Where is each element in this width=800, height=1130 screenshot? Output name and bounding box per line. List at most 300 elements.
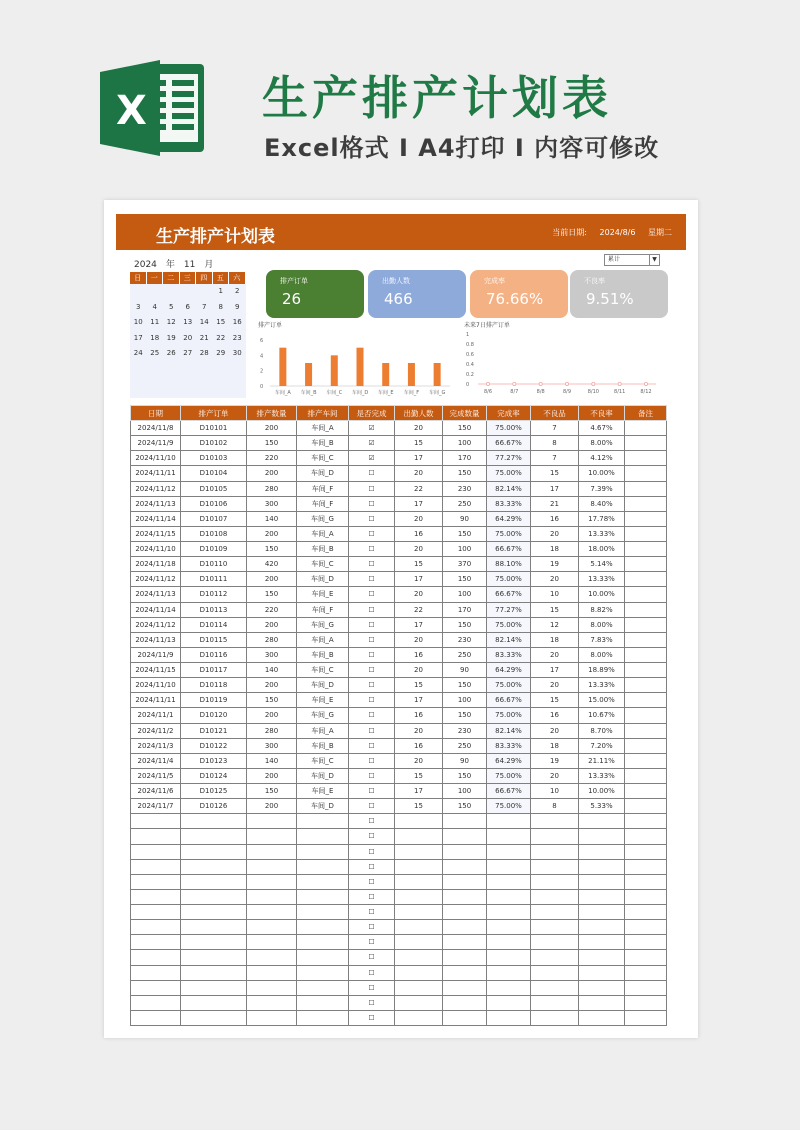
completed-checkbox[interactable]: ☐	[349, 587, 395, 602]
table-cell[interactable]: 16	[395, 526, 443, 541]
table-cell[interactable]	[131, 1010, 181, 1025]
calendar-day[interactable]: 13	[183, 318, 193, 326]
completed-checkbox[interactable]: ☐	[349, 466, 395, 481]
table-cell[interactable]: D10108	[181, 526, 247, 541]
table-cell[interactable]: 2024/11/11	[131, 693, 181, 708]
table-cell[interactable]: 20	[395, 511, 443, 526]
table-cell[interactable]	[131, 950, 181, 965]
table-cell[interactable]	[579, 829, 625, 844]
table-cell[interactable]: 83.33%	[487, 496, 531, 511]
table-cell[interactable]: 90	[443, 511, 487, 526]
completed-checkbox[interactable]: ☐	[349, 859, 395, 874]
table-cell[interactable]: D10105	[181, 481, 247, 496]
table-cell[interactable]: 2024/11/7	[131, 799, 181, 814]
table-cell[interactable]	[579, 980, 625, 995]
table-cell[interactable]: 17	[531, 481, 579, 496]
completed-checkbox[interactable]: ☐	[349, 950, 395, 965]
table-cell[interactable]: 19	[531, 557, 579, 572]
calendar-year[interactable]: 2024	[134, 260, 157, 270]
table-cell[interactable]	[181, 829, 247, 844]
table-cell[interactable]	[531, 980, 579, 995]
completed-checkbox[interactable]: ☐	[349, 693, 395, 708]
table-cell[interactable]	[297, 844, 349, 859]
table-cell[interactable]	[625, 587, 667, 602]
calendar-day[interactable]: 30	[232, 349, 242, 357]
table-cell[interactable]: 车间_C	[297, 451, 349, 466]
table-cell[interactable]	[443, 829, 487, 844]
table-cell[interactable]: 7	[531, 421, 579, 436]
table-cell[interactable]	[395, 905, 443, 920]
table-cell[interactable]	[395, 965, 443, 980]
table-cell[interactable]	[443, 844, 487, 859]
completed-checkbox[interactable]: ☐	[349, 663, 395, 678]
table-cell[interactable]	[395, 935, 443, 950]
table-cell[interactable]	[625, 950, 667, 965]
table-cell[interactable]	[247, 829, 297, 844]
calendar-day[interactable]: 20	[183, 333, 193, 342]
table-cell[interactable]: 64.29%	[487, 511, 531, 526]
table-cell[interactable]: 150	[443, 708, 487, 723]
table-cell[interactable]: 75.00%	[487, 708, 531, 723]
table-cell[interactable]	[181, 1010, 247, 1025]
table-cell[interactable]: 150	[247, 587, 297, 602]
table-cell[interactable]: 车间_G	[297, 617, 349, 632]
table-cell[interactable]: 20	[395, 753, 443, 768]
table-cell[interactable]	[443, 814, 487, 829]
table-cell[interactable]	[625, 1010, 667, 1025]
table-cell[interactable]: D10123	[181, 753, 247, 768]
calendar-day[interactable]: 1	[218, 287, 223, 295]
table-cell[interactable]: 82.14%	[487, 632, 531, 647]
table-cell[interactable]	[625, 784, 667, 799]
table-cell[interactable]	[247, 874, 297, 889]
table-cell[interactable]: 15	[395, 678, 443, 693]
table-cell[interactable]	[443, 874, 487, 889]
table-cell[interactable]: 17.78%	[579, 511, 625, 526]
completed-checkbox[interactable]: ☐	[349, 905, 395, 920]
table-cell[interactable]: 420	[247, 557, 297, 572]
table-cell[interactable]: 75.00%	[487, 799, 531, 814]
table-cell[interactable]: 20	[395, 587, 443, 602]
chevron-down-icon[interactable]: ▼	[649, 255, 659, 265]
table-cell[interactable]	[297, 874, 349, 889]
table-cell[interactable]: 150	[247, 784, 297, 799]
calendar-day[interactable]: 17	[133, 333, 143, 342]
table-cell[interactable]: 7	[531, 451, 579, 466]
calendar-day[interactable]: 19	[166, 333, 176, 342]
completed-checkbox[interactable]: ☐	[349, 814, 395, 829]
table-cell[interactable]: 20	[531, 768, 579, 783]
table-cell[interactable]	[625, 859, 667, 874]
table-cell[interactable]: 10.00%	[579, 784, 625, 799]
table-cell[interactable]	[247, 995, 297, 1010]
table-cell[interactable]: 300	[247, 647, 297, 662]
table-cell[interactable]	[625, 889, 667, 904]
table-cell[interactable]: 2024/11/12	[131, 572, 181, 587]
table-cell[interactable]: 200	[247, 572, 297, 587]
table-cell[interactable]: 370	[443, 557, 487, 572]
calendar-day[interactable]: 21	[199, 333, 209, 342]
column-header[interactable]: 不良率	[579, 406, 625, 421]
table-cell[interactable]	[297, 995, 349, 1010]
table-cell[interactable]	[579, 844, 625, 859]
table-cell[interactable]: 77.27%	[487, 602, 531, 617]
table-cell[interactable]: D10104	[181, 466, 247, 481]
table-cell[interactable]: 64.29%	[487, 663, 531, 678]
table-cell[interactable]	[625, 572, 667, 587]
table-cell[interactable]: 66.67%	[487, 542, 531, 557]
table-cell[interactable]: 车间_D	[297, 768, 349, 783]
table-cell[interactable]: 2024/11/11	[131, 466, 181, 481]
table-cell[interactable]: 20	[395, 542, 443, 557]
table-cell[interactable]: 200	[247, 768, 297, 783]
table-cell[interactable]: 22	[395, 481, 443, 496]
table-cell[interactable]	[443, 965, 487, 980]
table-cell[interactable]	[531, 814, 579, 829]
table-cell[interactable]: 车间_D	[297, 572, 349, 587]
table-cell[interactable]	[625, 920, 667, 935]
completed-checkbox[interactable]: ☐	[349, 874, 395, 889]
table-cell[interactable]	[531, 1010, 579, 1025]
table-cell[interactable]: 2024/11/9	[131, 436, 181, 451]
table-cell[interactable]: 200	[247, 617, 297, 632]
table-cell[interactable]: 车间_A	[297, 421, 349, 436]
table-cell[interactable]	[625, 496, 667, 511]
column-header[interactable]: 不良品	[531, 406, 579, 421]
table-cell[interactable]	[625, 421, 667, 436]
table-cell[interactable]	[131, 829, 181, 844]
table-cell[interactable]	[625, 617, 667, 632]
table-cell[interactable]	[579, 1010, 625, 1025]
table-cell[interactable]	[181, 844, 247, 859]
table-cell[interactable]: 13.33%	[579, 572, 625, 587]
table-cell[interactable]: 15	[531, 602, 579, 617]
table-cell[interactable]: 230	[443, 723, 487, 738]
table-cell[interactable]	[443, 995, 487, 1010]
table-cell[interactable]	[625, 678, 667, 693]
table-cell[interactable]: 200	[247, 799, 297, 814]
table-cell[interactable]: 75.00%	[487, 466, 531, 481]
table-cell[interactable]: 20	[395, 632, 443, 647]
table-cell[interactable]	[297, 935, 349, 950]
completed-checkbox[interactable]: ☐	[349, 799, 395, 814]
table-cell[interactable]: 230	[443, 632, 487, 647]
calendar-day[interactable]: 26	[166, 349, 176, 357]
table-cell[interactable]	[579, 965, 625, 980]
table-cell[interactable]	[625, 874, 667, 889]
table-cell[interactable]: 15	[395, 557, 443, 572]
calendar-day[interactable]: 11	[150, 318, 160, 326]
completed-checkbox[interactable]: ☑	[349, 436, 395, 451]
table-cell[interactable]	[579, 950, 625, 965]
table-cell[interactable]: D10122	[181, 738, 247, 753]
table-cell[interactable]: 18.00%	[579, 542, 625, 557]
table-cell[interactable]	[579, 859, 625, 874]
table-cell[interactable]: D10114	[181, 617, 247, 632]
column-header[interactable]: 是否完成	[349, 406, 395, 421]
table-cell[interactable]: 10	[531, 784, 579, 799]
table-cell[interactable]: 200	[247, 708, 297, 723]
table-cell[interactable]	[625, 768, 667, 783]
table-cell[interactable]: 83.33%	[487, 647, 531, 662]
table-cell[interactable]	[247, 1010, 297, 1025]
table-cell[interactable]	[297, 920, 349, 935]
calendar-day[interactable]: 24	[133, 349, 143, 357]
table-cell[interactable]: D10112	[181, 587, 247, 602]
table-cell[interactable]	[531, 995, 579, 1010]
table-cell[interactable]: 2024/11/12	[131, 481, 181, 496]
table-cell[interactable]	[625, 799, 667, 814]
table-cell[interactable]: 16	[395, 708, 443, 723]
table-cell[interactable]	[625, 511, 667, 526]
table-cell[interactable]	[443, 1010, 487, 1025]
table-cell[interactable]	[395, 980, 443, 995]
table-cell[interactable]: 13.33%	[579, 768, 625, 783]
table-cell[interactable]	[487, 965, 531, 980]
table-cell[interactable]: 17	[395, 451, 443, 466]
period-select[interactable]	[604, 254, 660, 266]
table-cell[interactable]: 200	[247, 526, 297, 541]
table-cell[interactable]	[131, 889, 181, 904]
calendar-day[interactable]: 6	[185, 302, 190, 311]
table-cell[interactable]	[625, 481, 667, 496]
table-cell[interactable]: 75.00%	[487, 617, 531, 632]
table-cell[interactable]	[625, 602, 667, 617]
table-cell[interactable]	[487, 859, 531, 874]
table-cell[interactable]: 20	[531, 647, 579, 662]
table-cell[interactable]: 16	[395, 738, 443, 753]
table-cell[interactable]: 20	[531, 526, 579, 541]
calendar-day[interactable]: 7	[202, 302, 207, 311]
table-cell[interactable]: 8.70%	[579, 723, 625, 738]
table-cell[interactable]: 8.00%	[579, 617, 625, 632]
table-cell[interactable]: 21.11%	[579, 753, 625, 768]
table-cell[interactable]: D10124	[181, 768, 247, 783]
table-cell[interactable]: 140	[247, 663, 297, 678]
table-cell[interactable]	[131, 935, 181, 950]
table-cell[interactable]: 车间_E	[297, 587, 349, 602]
table-cell[interactable]: 150	[443, 768, 487, 783]
table-cell[interactable]: 2024/11/13	[131, 587, 181, 602]
table-cell[interactable]	[487, 889, 531, 904]
table-cell[interactable]	[625, 632, 667, 647]
table-cell[interactable]	[625, 965, 667, 980]
table-cell[interactable]	[487, 935, 531, 950]
table-cell[interactable]: 车间_A	[297, 526, 349, 541]
completed-checkbox[interactable]: ☐	[349, 602, 395, 617]
table-cell[interactable]: 2024/11/14	[131, 511, 181, 526]
table-cell[interactable]: 10.67%	[579, 708, 625, 723]
table-cell[interactable]: 140	[247, 511, 297, 526]
table-cell[interactable]	[181, 905, 247, 920]
table-cell[interactable]: 20	[395, 421, 443, 436]
table-cell[interactable]	[625, 980, 667, 995]
table-cell[interactable]: 66.67%	[487, 693, 531, 708]
table-cell[interactable]: 19	[531, 753, 579, 768]
table-cell[interactable]	[131, 859, 181, 874]
table-cell[interactable]: D10101	[181, 421, 247, 436]
table-cell[interactable]: 150	[443, 799, 487, 814]
table-cell[interactable]: 16	[531, 708, 579, 723]
table-cell[interactable]: D10125	[181, 784, 247, 799]
table-cell[interactable]	[297, 859, 349, 874]
table-cell[interactable]: 车间_C	[297, 753, 349, 768]
table-cell[interactable]	[181, 935, 247, 950]
completed-checkbox[interactable]: ☐	[349, 889, 395, 904]
calendar-day[interactable]: 27	[183, 349, 193, 357]
table-cell[interactable]	[625, 526, 667, 541]
table-cell[interactable]	[247, 844, 297, 859]
table-cell[interactable]	[131, 980, 181, 995]
table-cell[interactable]	[181, 920, 247, 935]
table-cell[interactable]: 150	[443, 572, 487, 587]
table-cell[interactable]	[181, 874, 247, 889]
table-cell[interactable]: 200	[247, 421, 297, 436]
completed-checkbox[interactable]: ☐	[349, 481, 395, 496]
table-cell[interactable]: 200	[247, 466, 297, 481]
table-cell[interactable]: 18.89%	[579, 663, 625, 678]
completed-checkbox[interactable]: ☑	[349, 421, 395, 436]
table-cell[interactable]: 83.33%	[487, 738, 531, 753]
table-cell[interactable]	[443, 905, 487, 920]
table-cell[interactable]	[625, 557, 667, 572]
table-cell[interactable]: D10111	[181, 572, 247, 587]
table-cell[interactable]: 2024/11/1	[131, 708, 181, 723]
table-cell[interactable]: 10.00%	[579, 466, 625, 481]
completed-checkbox[interactable]: ☐	[349, 617, 395, 632]
table-cell[interactable]	[181, 995, 247, 1010]
table-cell[interactable]	[579, 889, 625, 904]
table-cell[interactable]: 64.29%	[487, 753, 531, 768]
table-cell[interactable]: 7.83%	[579, 632, 625, 647]
table-cell[interactable]: 13.33%	[579, 526, 625, 541]
table-cell[interactable]: 21	[531, 496, 579, 511]
table-cell[interactable]: 15	[395, 436, 443, 451]
table-cell[interactable]	[297, 814, 349, 829]
table-cell[interactable]: 车间_E	[297, 693, 349, 708]
table-cell[interactable]: 2024/11/5	[131, 768, 181, 783]
table-cell[interactable]: 250	[443, 647, 487, 662]
table-cell[interactable]	[131, 814, 181, 829]
table-cell[interactable]	[487, 814, 531, 829]
completed-checkbox[interactable]: ☐	[349, 678, 395, 693]
completed-checkbox[interactable]: ☐	[349, 557, 395, 572]
completed-checkbox[interactable]: ☐	[349, 511, 395, 526]
table-cell[interactable]	[443, 889, 487, 904]
table-cell[interactable]: 230	[443, 481, 487, 496]
calendar-day[interactable]: 25	[150, 349, 160, 357]
table-cell[interactable]: 车间_G	[297, 511, 349, 526]
table-cell[interactable]: 75.00%	[487, 678, 531, 693]
table-cell[interactable]: 车间_D	[297, 678, 349, 693]
table-cell[interactable]	[531, 920, 579, 935]
table-cell[interactable]: 2024/11/13	[131, 632, 181, 647]
calendar-day[interactable]: 12	[166, 318, 176, 326]
calendar-day[interactable]: 29	[216, 349, 226, 357]
table-cell[interactable]: 17	[395, 617, 443, 632]
table-cell[interactable]: 2024/11/14	[131, 602, 181, 617]
table-cell[interactable]: 5.14%	[579, 557, 625, 572]
table-cell[interactable]	[487, 950, 531, 965]
table-cell[interactable]	[487, 980, 531, 995]
table-cell[interactable]	[531, 935, 579, 950]
table-cell[interactable]	[625, 542, 667, 557]
table-cell[interactable]	[579, 920, 625, 935]
table-cell[interactable]: D10107	[181, 511, 247, 526]
table-cell[interactable]: 18	[531, 738, 579, 753]
table-cell[interactable]	[625, 814, 667, 829]
table-cell[interactable]	[131, 844, 181, 859]
table-cell[interactable]: 16	[531, 511, 579, 526]
table-cell[interactable]	[531, 965, 579, 980]
table-cell[interactable]: 2024/11/12	[131, 617, 181, 632]
table-cell[interactable]	[247, 859, 297, 874]
table-cell[interactable]: 8	[531, 436, 579, 451]
table-cell[interactable]: 车间_C	[297, 663, 349, 678]
table-cell[interactable]	[395, 859, 443, 874]
table-cell[interactable]: 车间_B	[297, 542, 349, 557]
table-cell[interactable]: 2024/11/10	[131, 678, 181, 693]
table-cell[interactable]: D10113	[181, 602, 247, 617]
table-cell[interactable]: 15	[395, 799, 443, 814]
table-cell[interactable]: 4.67%	[579, 421, 625, 436]
table-cell[interactable]: 150	[443, 466, 487, 481]
table-cell[interactable]	[131, 995, 181, 1010]
calendar-day[interactable]: 8	[218, 302, 223, 311]
table-cell[interactable]	[487, 995, 531, 1010]
table-cell[interactable]: 5.33%	[579, 799, 625, 814]
table-cell[interactable]: 13.33%	[579, 678, 625, 693]
table-cell[interactable]: 车间_B	[297, 738, 349, 753]
completed-checkbox[interactable]: ☐	[349, 542, 395, 557]
table-cell[interactable]: 150	[443, 421, 487, 436]
table-cell[interactable]	[487, 905, 531, 920]
table-cell[interactable]	[131, 905, 181, 920]
table-cell[interactable]: 8.00%	[579, 647, 625, 662]
table-cell[interactable]: 150	[443, 526, 487, 541]
table-cell[interactable]: 7.20%	[579, 738, 625, 753]
table-cell[interactable]: 车间_F	[297, 496, 349, 511]
table-cell[interactable]	[297, 889, 349, 904]
table-cell[interactable]: 17	[395, 572, 443, 587]
table-cell[interactable]: D10121	[181, 723, 247, 738]
table-cell[interactable]: D10120	[181, 708, 247, 723]
calendar-day[interactable]: 5	[169, 302, 174, 311]
table-cell[interactable]: 220	[247, 451, 297, 466]
table-cell[interactable]: 250	[443, 738, 487, 753]
table-cell[interactable]: 280	[247, 481, 297, 496]
table-cell[interactable]	[625, 647, 667, 662]
table-cell[interactable]	[443, 950, 487, 965]
table-cell[interactable]: 2024/11/8	[131, 421, 181, 436]
completed-checkbox[interactable]: ☐	[349, 965, 395, 980]
table-cell[interactable]	[531, 859, 579, 874]
table-cell[interactable]: D10103	[181, 451, 247, 466]
table-cell[interactable]	[297, 829, 349, 844]
table-cell[interactable]: 82.14%	[487, 723, 531, 738]
table-cell[interactable]	[625, 753, 667, 768]
table-cell[interactable]: 88.10%	[487, 557, 531, 572]
table-cell[interactable]	[579, 995, 625, 1010]
table-cell[interactable]	[625, 905, 667, 920]
completed-checkbox[interactable]: ☐	[349, 496, 395, 511]
calendar-day[interactable]: 16	[232, 318, 242, 326]
table-cell[interactable]: 10.00%	[579, 587, 625, 602]
table-cell[interactable]: 18	[531, 632, 579, 647]
calendar-day[interactable]: 2	[235, 287, 240, 295]
table-cell[interactable]: D10109	[181, 542, 247, 557]
table-cell[interactable]	[625, 995, 667, 1010]
